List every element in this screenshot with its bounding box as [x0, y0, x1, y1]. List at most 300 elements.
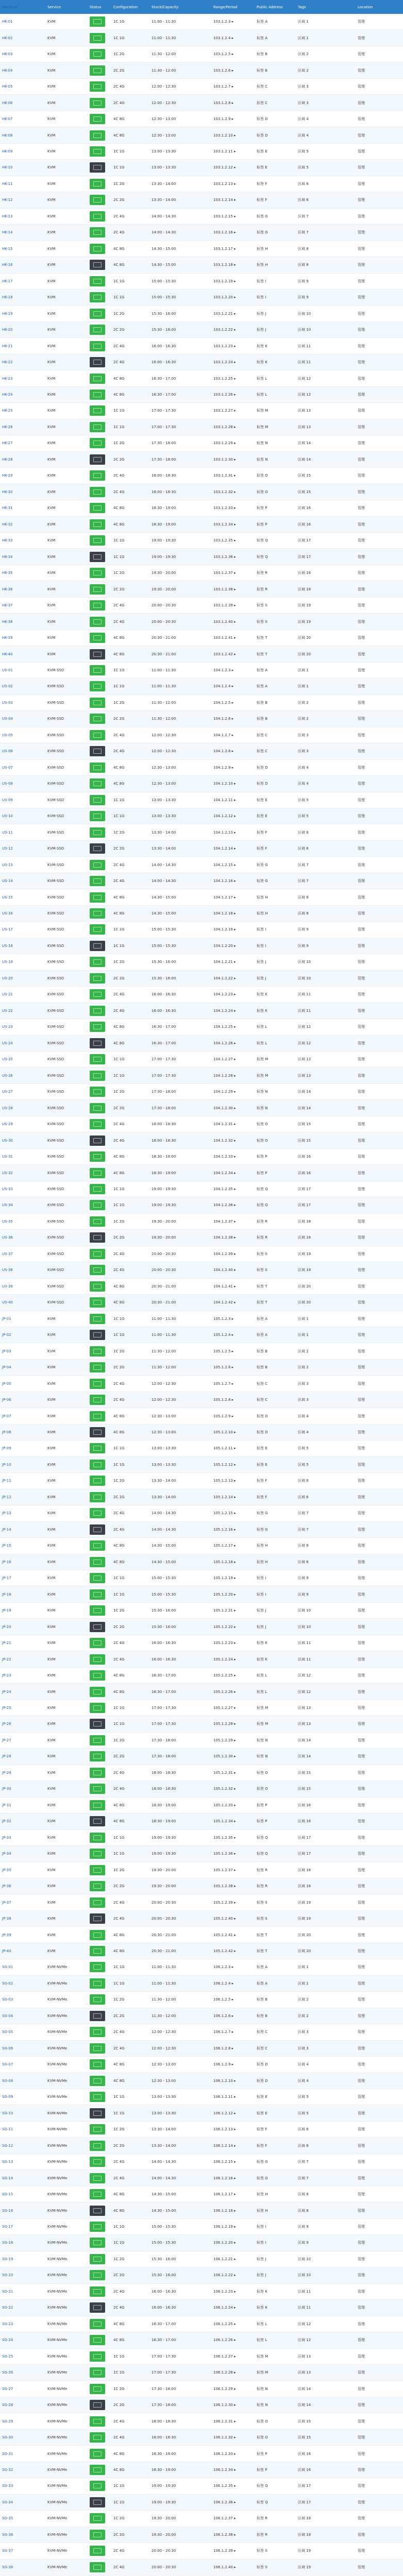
ip-address[interactable]: 105.1.2.18 ▸ [213, 1560, 236, 1564]
ip-address[interactable]: 104.1.2.30 ▸ [213, 1106, 236, 1110]
status-icon[interactable] [90, 2449, 105, 2459]
table-row[interactable] [0, 468, 403, 484]
ip-address[interactable]: 104.1.2.16 ▸ [213, 879, 236, 884]
table-row[interactable] [0, 2041, 403, 2057]
table-row[interactable] [0, 2073, 403, 2089]
manage-link[interactable]: 管理 [358, 879, 365, 884]
server-name-link[interactable]: HK-37 [2, 603, 13, 608]
manage-link[interactable]: 管理 [358, 1673, 365, 1678]
table-row[interactable] [0, 1959, 403, 1975]
manage-link[interactable]: 管理 [358, 1900, 365, 1905]
manage-link[interactable]: 管理 [358, 992, 365, 997]
status-icon[interactable] [90, 1557, 105, 1567]
ip-address[interactable]: 104.1.2.40 ▸ [213, 1268, 236, 1273]
table-row[interactable] [0, 1181, 403, 1197]
status-icon[interactable] [90, 535, 105, 546]
status-icon[interactable] [90, 1930, 105, 1940]
status-icon[interactable] [90, 16, 105, 27]
table-row[interactable] [0, 1862, 403, 1878]
table-row[interactable] [0, 695, 403, 711]
ip-address[interactable]: 104.1.2.5 ▸ [213, 700, 234, 705]
table-row[interactable] [0, 1749, 403, 1765]
status-icon[interactable] [90, 1962, 105, 1972]
status-icon[interactable] [90, 714, 105, 724]
table-row[interactable] [0, 2284, 403, 2300]
status-icon[interactable] [90, 1427, 105, 1437]
server-name-link[interactable]: SG-19 [2, 2257, 13, 2261]
server-name-link[interactable]: SG-05 [2, 2030, 13, 2035]
manage-link[interactable]: 管理 [358, 263, 365, 267]
server-name-link[interactable]: JP-15 [2, 1544, 11, 1548]
table-row[interactable] [0, 1943, 403, 1959]
table-row[interactable] [0, 1700, 403, 1716]
status-icon[interactable] [90, 487, 105, 497]
column-header[interactable]: Machine [2, 5, 18, 9]
server-name-link[interactable]: SG-38 [2, 2565, 13, 2569]
table-row[interactable] [0, 808, 403, 824]
manage-link[interactable]: 管理 [358, 1868, 365, 1872]
server-name-link[interactable]: JP-27 [2, 1738, 11, 1742]
manage-link[interactable]: 管理 [358, 2549, 365, 2553]
server-name-link[interactable]: SG-14 [2, 2176, 13, 2180]
status-icon[interactable] [90, 2302, 105, 2313]
server-name-link[interactable]: US-15 [2, 895, 13, 900]
server-name-link[interactable]: HK-20 [2, 328, 13, 332]
server-name-link[interactable]: JP-11 [2, 1479, 11, 1483]
manage-link[interactable]: 管理 [358, 295, 365, 300]
server-name-link[interactable]: US-19 [2, 960, 13, 964]
manage-link[interactable]: 管理 [358, 1073, 365, 1078]
ip-address[interactable]: 103.1.2.23 ▸ [213, 344, 236, 348]
table-row[interactable] [0, 387, 403, 403]
table-row[interactable] [0, 743, 403, 759]
manage-link[interactable]: 管理 [358, 117, 365, 122]
manage-link[interactable]: 管理 [358, 2046, 365, 2050]
table-row[interactable] [0, 306, 403, 321]
table-row[interactable] [0, 1554, 403, 1570]
server-name-link[interactable]: US-32 [2, 1171, 13, 1175]
table-row[interactable] [0, 987, 403, 1003]
manage-link[interactable]: 管理 [358, 684, 365, 689]
manage-link[interactable]: 管理 [358, 1284, 365, 1289]
server-name-link[interactable]: HK-12 [2, 198, 13, 202]
table-row[interactable] [0, 30, 403, 46]
status-icon[interactable] [90, 1605, 105, 1616]
server-name-link[interactable]: SG-17 [2, 2224, 13, 2229]
manage-link[interactable]: 管理 [358, 246, 365, 251]
server-name-link[interactable]: HK-21 [2, 344, 13, 348]
table-row[interactable] [0, 1425, 403, 1440]
ip-address[interactable]: 103.1.2.12 ▸ [213, 165, 236, 170]
table-row[interactable] [0, 2024, 403, 2040]
table-row[interactable] [0, 549, 403, 565]
table-row[interactable] [0, 1538, 403, 1554]
server-name-link[interactable]: HK-33 [2, 538, 13, 543]
server-name-link[interactable]: HK-30 [2, 489, 13, 494]
table-row[interactable] [0, 1262, 403, 1278]
ip-address[interactable]: 103.1.2.41 ▸ [213, 636, 236, 640]
status-icon[interactable] [90, 130, 105, 141]
column-header[interactable]: Service [47, 5, 61, 9]
status-icon[interactable] [90, 2335, 105, 2345]
status-icon[interactable] [90, 924, 105, 935]
ip-address[interactable]: 104.1.2.15 ▸ [213, 862, 236, 867]
column-header[interactable]: Configuration [113, 5, 138, 9]
server-name-link[interactable]: US-08 [2, 782, 13, 786]
ip-address[interactable]: 105.1.2.15 ▸ [213, 1511, 236, 1516]
ip-address[interactable]: 104.1.2.25 ▸ [213, 1025, 236, 1029]
manage-link[interactable]: 管理 [358, 2176, 365, 2180]
table-row[interactable] [0, 873, 403, 889]
server-name-link[interactable]: JP-36 [2, 1884, 11, 1889]
table-row[interactable] [0, 1457, 403, 1473]
status-icon[interactable] [90, 1703, 105, 1713]
manage-link[interactable]: 管理 [358, 927, 365, 932]
status-icon[interactable] [90, 2513, 105, 2523]
manage-link[interactable]: 管理 [358, 668, 365, 672]
table-row[interactable] [0, 192, 403, 208]
server-name-link[interactable]: JP-32 [2, 1819, 11, 1824]
ip-address[interactable]: 103.1.2.11 ▸ [213, 149, 236, 154]
ip-address[interactable]: 105.1.2.35 ▸ [213, 1835, 236, 1840]
manage-link[interactable]: 管理 [358, 1462, 365, 1467]
status-icon[interactable] [90, 1184, 105, 1194]
status-icon[interactable] [90, 1816, 105, 1826]
manage-link[interactable]: 管理 [358, 1138, 365, 1143]
ip-address[interactable]: 103.1.2.36 ▸ [213, 554, 236, 559]
server-name-link[interactable]: JP-35 [2, 1868, 11, 1872]
manage-link[interactable]: 管理 [358, 1657, 365, 1662]
manage-link[interactable]: 管理 [358, 2435, 365, 2440]
table-row[interactable] [0, 2462, 403, 2478]
manage-link[interactable]: 管理 [358, 846, 365, 851]
status-icon[interactable] [90, 1833, 105, 1843]
manage-link[interactable]: 管理 [358, 960, 365, 964]
server-name-link[interactable]: US-02 [2, 684, 13, 689]
ip-address[interactable]: 103.1.2.39 ▸ [213, 603, 236, 608]
manage-link[interactable]: 管理 [358, 1495, 365, 1499]
ip-address[interactable]: 105.1.2.34 ▸ [213, 1819, 236, 1824]
manage-link[interactable]: 管理 [358, 798, 365, 802]
manage-link[interactable]: 管理 [358, 1057, 365, 1062]
ip-address[interactable]: 106.1.2.28 ▸ [213, 2370, 236, 2375]
manage-link[interactable]: 管理 [358, 1544, 365, 1548]
ip-address[interactable]: 103.1.2.18 ▸ [213, 263, 236, 267]
ip-address[interactable]: 104.1.2.24 ▸ [213, 1008, 236, 1013]
manage-link[interactable]: 管理 [358, 52, 365, 57]
server-name-link[interactable]: US-17 [2, 927, 13, 932]
ip-address[interactable]: 105.1.2.32 ▸ [213, 1787, 236, 1791]
ip-address[interactable]: 103.1.2.37 ▸ [213, 571, 236, 575]
manage-link[interactable]: 管理 [358, 2030, 365, 2035]
status-icon[interactable] [90, 2108, 105, 2119]
table-row[interactable] [0, 1132, 403, 1148]
status-icon[interactable] [90, 98, 105, 108]
server-name-link[interactable]: SG-11 [2, 2127, 13, 2132]
server-name-link[interactable]: SG-31 [2, 2451, 13, 2456]
server-name-link[interactable]: US-26 [2, 1073, 13, 1078]
manage-link[interactable]: 管理 [358, 2143, 365, 2148]
status-icon[interactable] [90, 33, 105, 43]
server-name-link[interactable]: JP-23 [2, 1673, 11, 1678]
table-row[interactable] [0, 1019, 403, 1035]
table-row[interactable] [0, 565, 403, 581]
manage-link[interactable]: 管理 [358, 506, 365, 511]
table-row[interactable] [0, 2122, 403, 2138]
table-row[interactable] [0, 1003, 403, 1019]
ip-address[interactable]: 105.1.2.6 ▸ [213, 1365, 234, 1370]
ip-address[interactable]: 105.1.2.29 ▸ [213, 1738, 236, 1742]
status-icon[interactable] [90, 1151, 105, 1162]
table-row[interactable] [0, 857, 403, 873]
table-row[interactable] [0, 1976, 403, 1992]
status-icon[interactable] [90, 1978, 105, 1989]
server-name-link[interactable]: US-31 [2, 1155, 13, 1159]
status-icon[interactable] [90, 1946, 105, 1956]
ip-address[interactable]: 106.1.2.37 ▸ [213, 2516, 236, 2521]
server-name-link[interactable]: US-01 [2, 668, 13, 672]
ip-address[interactable]: 104.1.2.37 ▸ [213, 1219, 236, 1224]
manage-link[interactable]: 管理 [358, 538, 365, 543]
ip-address[interactable]: 105.1.2.8 ▸ [213, 1398, 234, 1402]
status-icon[interactable] [90, 2173, 105, 2183]
server-name-link[interactable]: JP-26 [2, 1722, 11, 1726]
status-icon[interactable] [90, 1784, 105, 1794]
status-icon[interactable] [90, 1492, 105, 1502]
status-icon[interactable] [90, 405, 105, 416]
manage-link[interactable]: 管理 [358, 2386, 365, 2391]
status-icon[interactable] [90, 1395, 105, 1405]
server-name-link[interactable]: JP-12 [2, 1495, 11, 1499]
manage-link[interactable]: 管理 [358, 2419, 365, 2424]
status-icon[interactable] [90, 2384, 105, 2394]
table-row[interactable] [0, 889, 403, 905]
table-row[interactable] [0, 1878, 403, 1894]
table-row[interactable] [0, 2251, 403, 2267]
ip-address[interactable]: 106.1.2.13 ▸ [213, 2127, 236, 2132]
table-row[interactable] [0, 1408, 403, 1424]
manage-link[interactable]: 管理 [358, 749, 365, 754]
table-row[interactable] [0, 1327, 403, 1343]
server-name-link[interactable]: US-25 [2, 1057, 13, 1062]
manage-link[interactable]: 管理 [358, 2484, 365, 2488]
server-name-link[interactable]: JP-24 [2, 1689, 11, 1694]
ip-address[interactable]: 103.1.2.42 ▸ [213, 652, 236, 656]
table-row[interactable] [0, 1992, 403, 2008]
server-name-link[interactable]: SG-18 [2, 2241, 13, 2245]
ip-address[interactable]: 106.1.2.5 ▸ [213, 1997, 234, 2002]
column-header[interactable]: Status [90, 5, 102, 9]
ip-address[interactable]: 105.1.2.30 ▸ [213, 1754, 236, 1759]
table-row[interactable] [0, 2495, 403, 2511]
ip-address[interactable]: 104.1.2.4 ▸ [213, 684, 234, 689]
table-row[interactable] [0, 2430, 403, 2446]
ip-address[interactable]: 105.1.2.9 ▸ [213, 1414, 234, 1418]
server-name-link[interactable]: HK-18 [2, 295, 13, 300]
manage-link[interactable]: 管理 [358, 1852, 365, 1856]
manage-link[interactable]: 管理 [358, 1835, 365, 1840]
table-row[interactable] [0, 1830, 403, 1846]
ip-address[interactable]: 103.1.2.33 ▸ [213, 506, 236, 511]
ip-address[interactable]: 106.1.2.7 ▸ [213, 2030, 234, 2035]
status-icon[interactable] [90, 2076, 105, 2086]
table-row[interactable] [0, 776, 403, 792]
status-icon[interactable] [90, 665, 105, 675]
server-name-link[interactable]: US-14 [2, 879, 13, 884]
table-row[interactable] [0, 62, 403, 78]
server-name-link[interactable]: SG-32 [2, 2468, 13, 2472]
manage-link[interactable]: 管理 [358, 1803, 365, 1807]
table-row[interactable] [0, 1522, 403, 1538]
ip-address[interactable]: 104.1.2.28 ▸ [213, 1073, 236, 1078]
server-name-link[interactable]: SG-07 [2, 2062, 13, 2067]
server-name-link[interactable]: HK-40 [2, 652, 13, 656]
manage-link[interactable]: 管理 [358, 376, 365, 381]
status-icon[interactable] [90, 1589, 105, 1600]
server-name-link[interactable]: HK-23 [2, 376, 13, 381]
server-name-link[interactable]: JP-16 [2, 1560, 11, 1564]
status-icon[interactable] [90, 1768, 105, 1778]
table-row[interactable] [0, 484, 403, 500]
table-row[interactable] [0, 322, 403, 338]
manage-link[interactable]: 管理 [358, 1446, 365, 1451]
ip-address[interactable]: 105.1.2.22 ▸ [213, 1624, 236, 1629]
server-name-link[interactable]: HK-36 [2, 587, 13, 591]
table-row[interactable] [0, 1505, 403, 1521]
status-icon[interactable] [90, 1670, 105, 1681]
ip-address[interactable]: 103.1.2.7 ▸ [213, 84, 234, 89]
table-row[interactable] [0, 1668, 403, 1684]
server-name-link[interactable]: HK-07 [2, 117, 13, 122]
table-row[interactable] [0, 1684, 403, 1700]
status-icon[interactable] [90, 1687, 105, 1697]
status-icon[interactable] [90, 1054, 105, 1064]
ip-address[interactable]: 106.1.2.18 ▸ [213, 2208, 236, 2213]
server-name-link[interactable]: SG-26 [2, 2370, 13, 2375]
ip-address[interactable]: 105.1.2.39 ▸ [213, 1900, 236, 1905]
status-icon[interactable] [90, 811, 105, 821]
status-icon[interactable] [90, 568, 105, 578]
manage-link[interactable]: 管理 [358, 393, 365, 397]
status-icon[interactable] [90, 146, 105, 157]
manage-link[interactable]: 管理 [358, 2321, 365, 2326]
status-icon[interactable] [90, 276, 105, 286]
manage-link[interactable]: 管理 [358, 2095, 365, 2099]
server-name-link[interactable]: SG-33 [2, 2484, 13, 2488]
manage-link[interactable]: 管理 [358, 911, 365, 916]
status-icon[interactable] [90, 2481, 105, 2491]
server-name-link[interactable]: JP-04 [2, 1365, 11, 1370]
server-name-link[interactable]: US-09 [2, 798, 13, 802]
ip-address[interactable]: 103.1.2.15 ▸ [213, 214, 236, 218]
server-name-link[interactable]: US-22 [2, 1008, 13, 1013]
table-row[interactable] [0, 971, 403, 987]
server-name-link[interactable]: JP-03 [2, 1349, 11, 1353]
ip-address[interactable]: 105.1.2.37 ▸ [213, 1868, 236, 1872]
table-row[interactable] [0, 338, 403, 354]
status-icon[interactable] [90, 2319, 105, 2329]
table-row[interactable] [0, 2187, 403, 2202]
server-name-link[interactable]: SG-06 [2, 2046, 13, 2050]
manage-link[interactable]: 管理 [358, 782, 365, 786]
server-name-link[interactable]: HK-29 [2, 473, 13, 478]
status-icon[interactable] [90, 1460, 105, 1470]
table-row[interactable] [0, 370, 403, 386]
table-row[interactable] [0, 1149, 403, 1165]
table-row[interactable] [0, 906, 403, 922]
column-header[interactable]: Range/Period [213, 5, 238, 9]
status-icon[interactable] [90, 2530, 105, 2540]
table-row[interactable] [0, 1067, 403, 1083]
status-icon[interactable] [90, 681, 105, 691]
ip-address[interactable]: 106.1.2.25 ▸ [213, 2321, 236, 2326]
table-row[interactable] [0, 2008, 403, 2024]
ip-address[interactable]: 104.1.2.11 ▸ [213, 798, 236, 802]
manage-link[interactable]: 管理 [358, 1268, 365, 1273]
server-name-link[interactable]: US-21 [2, 992, 13, 997]
status-icon[interactable] [90, 2270, 105, 2280]
status-icon[interactable] [90, 2416, 105, 2427]
server-name-link[interactable]: SG-20 [2, 2273, 13, 2278]
server-name-link[interactable]: SG-23 [2, 2321, 13, 2326]
ip-address[interactable]: 106.1.2.21 ▸ [213, 2257, 236, 2261]
server-name-link[interactable]: HK-26 [2, 425, 13, 429]
server-name-link[interactable]: HK-35 [2, 571, 13, 575]
table-row[interactable] [0, 2219, 403, 2235]
manage-link[interactable]: 管理 [358, 1624, 365, 1629]
table-row[interactable] [0, 1165, 403, 1181]
ip-address[interactable]: 105.1.2.42 ▸ [213, 1949, 236, 1954]
status-icon[interactable] [90, 957, 105, 967]
server-name-link[interactable]: SG-35 [2, 2516, 13, 2521]
status-icon[interactable] [90, 1913, 105, 1924]
server-name-link[interactable]: JP-31 [2, 1803, 11, 1807]
table-row[interactable] [0, 452, 403, 468]
table-row[interactable] [0, 2349, 403, 2365]
status-icon[interactable] [90, 2206, 105, 2216]
status-icon[interactable] [90, 698, 105, 708]
ip-address[interactable]: 104.1.2.9 ▸ [213, 765, 234, 770]
manage-link[interactable]: 管理 [358, 765, 365, 770]
manage-link[interactable]: 管理 [358, 1430, 365, 1435]
status-icon[interactable] [90, 2124, 105, 2134]
ip-address[interactable]: 105.1.2.40 ▸ [213, 1917, 236, 1921]
manage-link[interactable]: 管理 [358, 700, 365, 705]
ip-address[interactable]: 105.1.2.26 ▸ [213, 1689, 236, 1694]
status-icon[interactable] [90, 1540, 105, 1551]
manage-link[interactable]: 管理 [358, 554, 365, 559]
server-name-link[interactable]: HK-32 [2, 522, 13, 527]
status-icon[interactable] [90, 876, 105, 886]
status-icon[interactable] [90, 389, 105, 400]
manage-link[interactable]: 管理 [358, 1560, 365, 1564]
table-row[interactable] [0, 922, 403, 938]
server-name-link[interactable]: US-16 [2, 911, 13, 916]
status-icon[interactable] [90, 49, 105, 59]
ip-address[interactable]: 106.1.2.10 ▸ [213, 2078, 236, 2083]
server-name-link[interactable]: SG-15 [2, 2192, 13, 2197]
ip-address[interactable]: 104.1.2.3 ▸ [213, 668, 234, 672]
table-row[interactable] [0, 2511, 403, 2527]
status-icon[interactable] [90, 227, 105, 238]
table-row[interactable] [0, 2089, 403, 2105]
manage-link[interactable]: 管理 [358, 473, 365, 478]
manage-link[interactable]: 管理 [358, 2013, 365, 2018]
server-name-link[interactable]: SG-36 [2, 2532, 13, 2537]
status-icon[interactable] [90, 2400, 105, 2410]
table-row[interactable] [0, 2170, 403, 2186]
manage-link[interactable]: 管理 [358, 1770, 365, 1775]
